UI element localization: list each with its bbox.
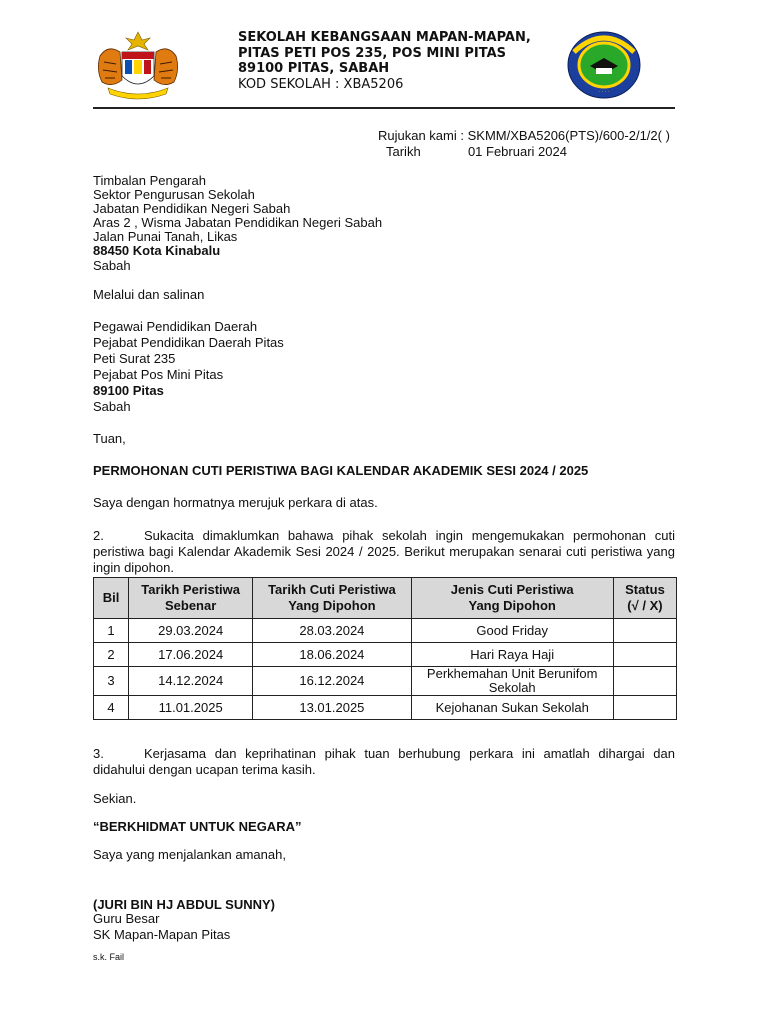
paragraph-3-number: 3. <box>93 746 104 761</box>
school-name: SEKOLAH KEBANGSAAN MAPAN-MAPAN, <box>238 30 531 45</box>
tarikh-label: Tarikh <box>386 144 421 159</box>
table-row <box>94 667 677 696</box>
closing: Sekian. <box>93 791 137 806</box>
cell-bil: 4 <box>94 696 129 720</box>
cell-cuti: 13.01.2025 <box>253 696 411 720</box>
recipient1-line: Sektor Pengurusan Sekolah <box>93 187 255 202</box>
recipient1-postcode: 88450 Kota Kinabalu <box>93 243 221 258</box>
table-row <box>94 643 677 667</box>
signatory-school: SK Mapan-Mapan Pitas <box>93 927 231 942</box>
paragraph-2-text: Sukacita dimaklumkan bahawa pihak sekolah ingin mengemukakan permohonan cuti peristiwa bagi Kalendar Akademik Sesi 2024 / 2025. Berikut merupakan senarai cuti peristiwa yang ingin dipohon. <box>93 528 675 575</box>
paragraph-2 <box>93 528 675 576</box>
paragraph-1: Saya dengan hormatnya merujuk perkara di atas. <box>93 495 378 510</box>
table-row <box>94 696 677 720</box>
cell-bil: 2 <box>94 643 129 667</box>
cell-cuti: 28.03.2024 <box>253 619 411 643</box>
header-tarikh-sebenar: Tarikh Peristiwa Sebenar <box>129 578 253 619</box>
rujukan-label: Rujukan kami : <box>378 128 464 143</box>
sign-off: Saya yang menjalankan amanah, <box>93 847 286 862</box>
recipient2-line: Pejabat Pos Mini Pitas <box>93 367 224 382</box>
svg-text:· · · ·: · · · · <box>598 89 610 95</box>
cell-bil: 3 <box>94 667 129 696</box>
motto: “BERKHIDMAT UNTUK NEGARA” <box>93 819 302 834</box>
header-divider <box>93 107 675 109</box>
school-crest-logo <box>566 30 642 100</box>
school-address: PITAS PETI POS 235, POS MINI PITAS <box>238 45 507 61</box>
cell-jenis: Hari Raya Haji <box>411 643 613 667</box>
school-code: KOD SEKOLAH : XBA5206 <box>238 76 404 92</box>
cell-cuti: 18.06.2024 <box>253 643 411 667</box>
paragraph-2-number: 2. <box>93 528 104 543</box>
rujukan-value: SKMM/XBA5206(PTS)/600-2/1/2( ) <box>467 128 670 143</box>
reference-block <box>378 128 670 144</box>
paragraph-3 <box>93 746 675 778</box>
cell-sebenar: 17.06.2024 <box>129 643 253 667</box>
cell-sebenar: 14.12.2024 <box>129 667 253 696</box>
table-header-row <box>94 578 677 619</box>
table-row <box>94 619 677 643</box>
cell-status <box>613 643 676 667</box>
via-line: Melalui dan salinan <box>93 287 205 302</box>
recipient1-line: Aras 2 , Wisma Jabatan Pendidikan Negeri Sabah <box>93 215 383 230</box>
header-status: Status (√ / X) <box>613 578 676 619</box>
header-tarikh-cuti: Tarikh Cuti Peristiwa Yang Dipohon <box>253 578 411 619</box>
recipient2-state: Sabah <box>93 399 131 414</box>
coat-of-arms-logo <box>90 30 186 102</box>
recipient2-line: Peti Surat 235 <box>93 351 176 366</box>
tarikh-value: 01 Februari 2024 <box>467 144 567 159</box>
recipient2-line: Pegawai Pendidikan Daerah <box>93 319 258 334</box>
cell-sebenar: 29.03.2024 <box>129 619 253 643</box>
school-postcode: 89100 PITAS, SABAH <box>238 61 390 76</box>
cc-note: s.k. Fail <box>93 952 125 962</box>
cell-bil: 1 <box>94 619 129 643</box>
cell-sebenar: 11.01.2025 <box>129 696 253 720</box>
signatory-title: Guru Besar <box>93 911 160 926</box>
cell-status <box>613 619 676 643</box>
subject-heading: PERMOHONAN CUTI PERISTIWA BAGI KALENDAR AKADEMIK SESI 2024 / 2025 <box>93 463 589 478</box>
letterhead <box>238 30 531 92</box>
recipient1-line: Jabatan Pendidikan Negeri Sabah <box>93 201 291 216</box>
cell-jenis: Kejohanan Sukan Sekolah <box>411 696 613 720</box>
recipient1-line: Jalan Punai Tanah, Likas <box>93 229 238 244</box>
cell-status <box>613 696 676 720</box>
signatory-name: (JURI BIN HJ ABDUL SUNNY) <box>93 897 276 912</box>
recipient2-line: Pejabat Pendidikan Daerah Pitas <box>93 335 284 350</box>
cell-status <box>613 667 676 696</box>
recipient1-line: Timbalan Pengarah <box>93 173 206 188</box>
cell-jenis: Good Friday <box>411 619 613 643</box>
recipient1-state: Sabah <box>93 258 131 273</box>
cell-cuti: 16.12.2024 <box>253 667 411 696</box>
header-jenis: Jenis Cuti Peristiwa Yang Dipohon <box>411 578 613 619</box>
cell-jenis: Perkhemahan Unit Berunifom Sekolah <box>411 667 613 696</box>
holiday-table <box>93 577 677 720</box>
header-bil: Bil <box>94 578 129 619</box>
recipient2-postcode: 89100 Pitas <box>93 383 164 398</box>
salutation: Tuan, <box>93 431 126 446</box>
paragraph-3-text: Kerjasama dan keprihatinan pihak tuan berhubung perkara ini amatlah dihargai dan didahului dengan ucapan terima kasih. <box>93 746 675 777</box>
